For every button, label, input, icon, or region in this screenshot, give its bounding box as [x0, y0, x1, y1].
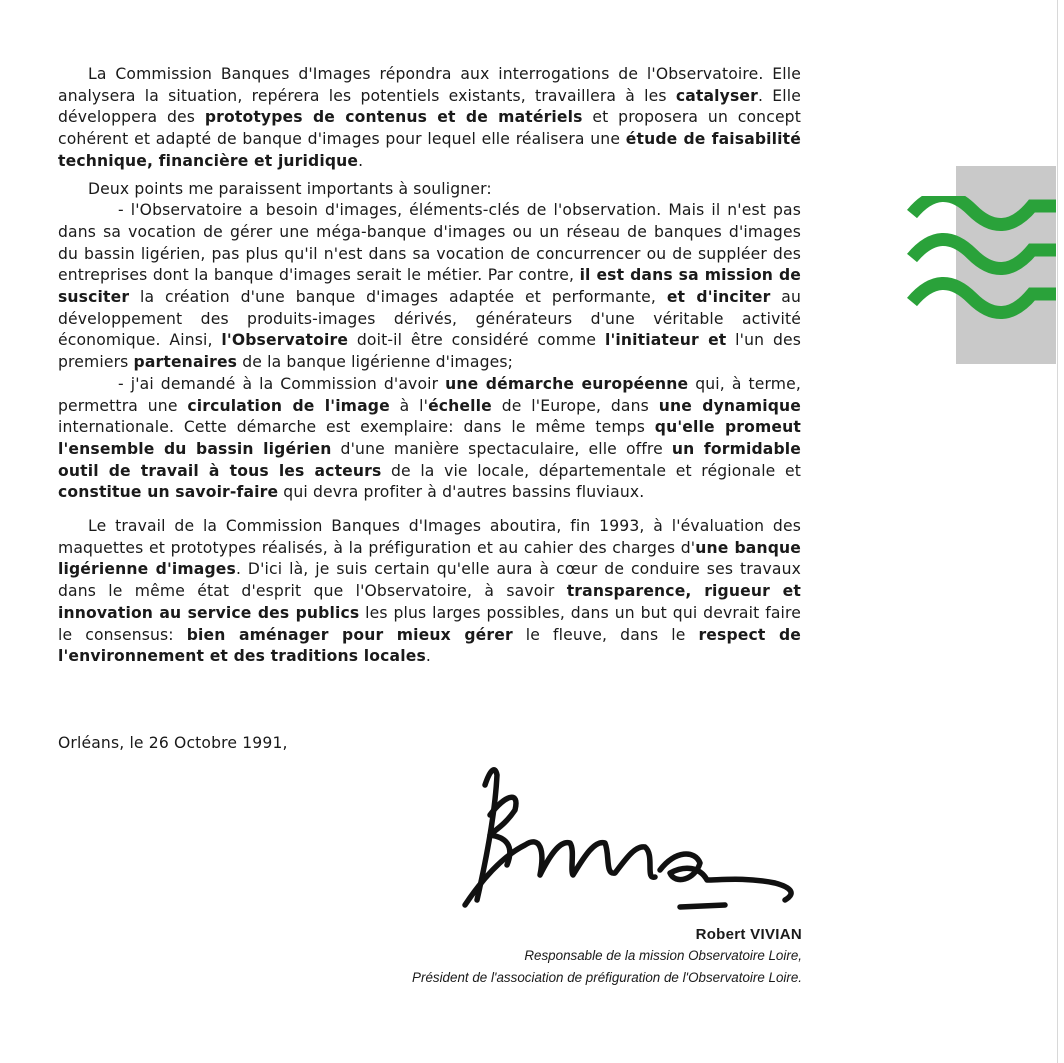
text-run: de l'Europe, dans [491, 396, 659, 415]
paragraph-point-two [58, 374, 801, 504]
text-run: - l'Observatoire a besoin d'images, éléments-clés de l'observation. Mais il n'est pas dans sa vocation de gérer une méga-banque d'images ou un réseau de banques d'images du bassin ligérien, pas plus qu'il n'est dans sa vocation de concurrencer ou de suppléer des entreprises dont la banque d'images serait le métier. Par contre, [58, 201, 801, 285]
text-run: . Elle développera des [58, 86, 801, 127]
bold-run: bien aménager pour mieux gérer [186, 625, 513, 644]
text-run: doit-il être considéré comme [348, 331, 605, 350]
text-run: qui devra profiter à d'autres bassins fluviaux. [278, 483, 645, 502]
text-run: . [425, 647, 431, 666]
bold-run: une dynamique [658, 396, 802, 415]
dateline: Orléans, le 26 Octobre 1991, [58, 734, 288, 752]
bold-run: l'Observatoire [221, 331, 349, 350]
text-run: les plus larges possibles, dans un but qui devrait faire le consensus: [58, 603, 801, 644]
text-run: de la banque ligérienne d'images; [237, 353, 514, 372]
text-run: La Commission Banques d'Images répondra aux interrogations de l'Observatoire. Elle analysera la situation, repérera les potentiels existants, travaillera à les [58, 65, 801, 105]
bold-run: catalyser [675, 86, 758, 105]
bold-run: prototypes de contenus et de matériels [204, 108, 583, 127]
text-run: . D'ici là, je suis certain qu'elle aura à cœur de conduire ses travaux dans le même état d'esprit que l'Observatoire, à savoir [58, 560, 801, 601]
text-run: . [358, 151, 364, 170]
bold-run: constitue un savoir-faire [58, 483, 279, 502]
signatory-name: Robert VIVIAN [695, 926, 802, 943]
text-run: au développement des produits-images dérivés, générateurs d'une véritable activité économique. Ainsi, [58, 288, 801, 350]
bold-run: circulation de l'image [187, 396, 390, 415]
letter-body [58, 64, 801, 668]
bold-run: qu'elle promeut l'ensemble du bassin ligérien [58, 418, 801, 458]
text-run: la création d'une banque d'images adaptée et performante, [129, 288, 667, 307]
bold-run: une démarche européenne [445, 374, 689, 393]
text-run: d'une manière spectaculaire, elle offre [331, 439, 672, 458]
bold-run: respect de l'environnement et des traditions locales [58, 625, 801, 666]
text-run: - j'ai demandé à la Commission d'avoir [118, 374, 446, 393]
bold-run: il est dans sa mission de susciter [58, 266, 801, 307]
handwritten-signature-icon [445, 755, 820, 925]
green-waves-logo-icon [906, 196, 1056, 334]
bold-run: un formidable outil de travail à tous les acteurs [58, 439, 801, 480]
page-edge-line [1057, 0, 1058, 1063]
text-run: le fleuve, dans le [512, 625, 699, 644]
paragraph-two-points-intro: Deux points me paraissent importants à souligner: [88, 179, 492, 198]
signatory-title-line2: Président de l'association de préfiguration de l'Observatoire Loire. [412, 970, 802, 985]
bold-run: une banque ligérienne d'images [58, 538, 801, 579]
text-run: l'un des premiers [58, 331, 802, 372]
bold-run: partenaires [133, 353, 238, 372]
text-run: et proposera un concept cohérent et adapté de banque d'images pour lequel elle réalisera une [58, 108, 801, 149]
text-run: Le travail de la Commission Banques d'Images aboutira, fin 1993, à l'évaluation des maquettes et prototypes réalisés, à la préfiguration et au cahier des charges d' [58, 517, 801, 557]
text-run: de la vie locale, départementale et régionale et [381, 461, 801, 480]
paragraph-commission-role [58, 64, 801, 173]
text-run: internationale. Cette démarche est exemplaire: dans le même temps [58, 418, 655, 437]
paragraph-evaluation-1993 [58, 516, 801, 668]
bold-run: transparence, rigueur et innovation au service des publics [58, 582, 801, 622]
text-run: qui, à terme, permettra une [58, 374, 802, 415]
signatory-title-line1: Responsable de la mission Observatoire Loire, [524, 948, 802, 963]
bold-run: l'initiateur et [604, 331, 727, 350]
paragraph-point-one [58, 200, 801, 374]
text-run: à l' [389, 396, 429, 415]
bold-run: échelle [428, 396, 492, 415]
bold-run: et d'inciter [666, 288, 771, 307]
bold-run: étude de faisabilité technique, financière et juridique [58, 130, 802, 170]
